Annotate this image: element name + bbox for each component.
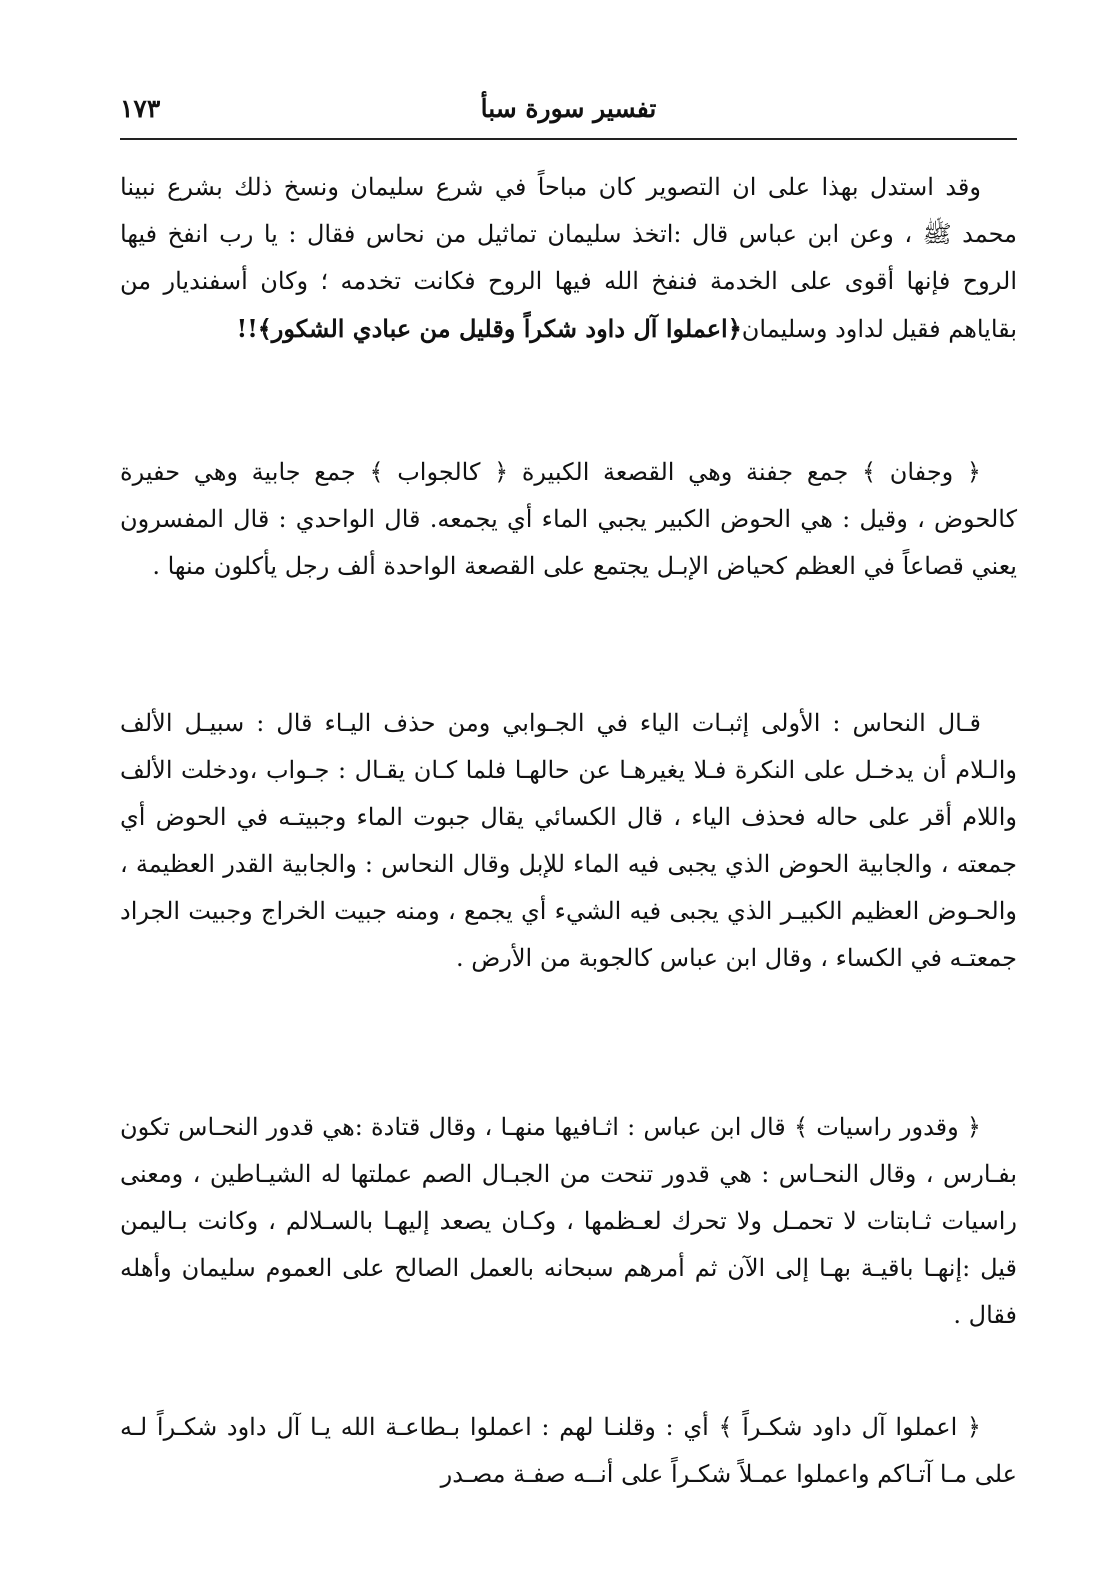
paragraph-5 [120,1404,1017,1498]
page-title: تفسير سورة سبأ [480,94,657,123]
paragraph-1-text: وقد استدل بهذا على ان التصوير كان مباحاً في شرع سليمان ونسخ ذلك بشرع نبينا محمد ﷺ ، وعن ابن عباس قال :اتخذ سليمان تماثيل من نحاس فقال : يا رب انفخ فيها الروح فإنها أقوى على الخدمة فنفخ الله فيها الروح فكانت تخدمه ؛ وكان أسفنديار من بقاياهم فقيل لداود وسليمان [120,173,1018,343]
paragraph-2-text: ﴿ وجفان ﴾ جمع جفنة وهي القصعة الكبيرة ﴿ كالجواب ﴾ جمع جابية وهي حفيرة كالحوض ، وقيل : هي الحوض الكبير يجبي الماء أي يجمعه. قال الواحدي : قال المفسرون يعني قصاعاً في العظم كحياض الإبـل يجتمع على القصعة الواحدة ألف رجل يأكلون منها . [120,458,1017,580]
header-divider [120,138,1017,140]
page-number: ١٧٣ [120,94,161,123]
exclamation-marks: !! [236,314,258,343]
paragraph-5-text: ﴿ اعملوا آل داود شكـراً ﴾ أي : وقلنـا لهم : اعملوا بـطاعـة الله يـا آل داود شكـراً لـه على مـا آتـاكم واعملوا عمـلاً شكـراً على أنــه صفـة مصـدر [120,1413,1017,1488]
paragraph-4-text: ﴿ وقدور راسيات ﴾ قال ابن عباس : اثـافيها منهـا ، وقال قتادة :هي قدور النحـاس تكون بفـارس ، وقال النحـاس : هي قدور تنحت من الجبـال الصم عملتها له الشيـاطين ، ومعنى راسيات ثـابتات لا تحمـل ولا تحرك لعـظمها ، وكـان يصعد إليهـا بالسـلالم ، وكانت بـاليمن قيل :إنهـا باقيـة بهـا إلى الآن ثم أمرهم سبحانه بالعمل الصالح على العموم سليمان وأهله فقال . [120,1113,1017,1329]
page-header [120,88,1017,134]
quran-verse: ﴿اعملوا آل داود شكراً وقليل من عبادي الشكور﴾ [257,314,742,343]
paragraph-3-text: قـال النحاس : الأولى إثبـات الياء في الجـوابي ومن حذف اليـاء قال : سبيـل الألف والـلام أن يدخـل على النكرة فـلا يغيرهـا عن حالهـا فلما كـان يقـال : جـواب ،ودخلت الألف واللام أقر على حاله فحذف الياء ، قال الكسائي يقال جبوت الماء وجبيتـه في الحوض أي جمعته ، والجابية الحوض الذي يجبى فيه الماء للإبل وقال النحاس : والجابية القدر العظيمة ، والحـوض العظيم الكبيـر الذي يجبى فيه الشيء أي يجمع ، ومنه جبيت الخراج وجبيت الجراد جمعتـه في الكساء ، وقال ابن عباس كالجوبة من الأرض . [120,709,1017,972]
paragraph-4 [120,1104,1017,1339]
paragraph-1 [120,164,1017,353]
paragraph-2 [120,449,1017,590]
paragraph-3 [120,700,1017,982]
